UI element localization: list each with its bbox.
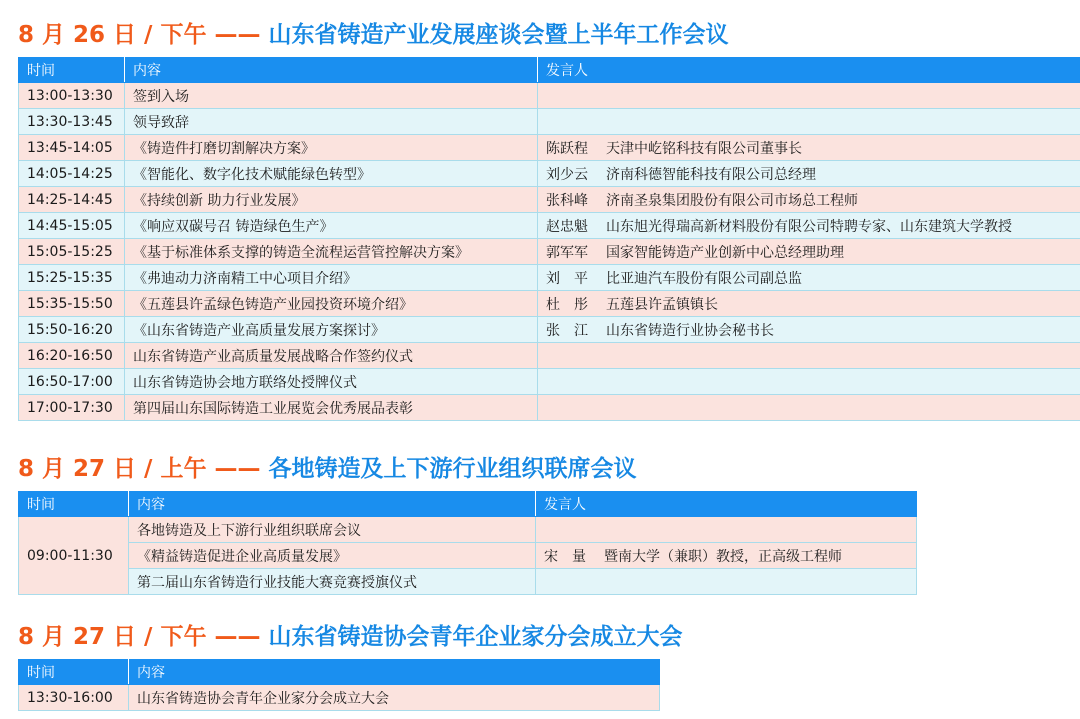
table-row [19,343,1080,369]
speaker-cell [538,135,1080,161]
speaker-cell [538,317,1080,343]
speaker-cell [536,517,917,543]
header-speaker: 发言人 [536,492,917,517]
section-3-dash: —— [206,624,269,650]
table-row [19,317,1080,343]
speaker-cell [538,213,1080,239]
speaker-name: 杜 彤 [546,296,588,313]
table-row [19,517,917,543]
table-row [19,291,1080,317]
content-cell: 《智能化、数字化技术赋能绿色转型》 [125,161,538,187]
header-time: 时间 [19,492,129,517]
speaker-cell [538,265,1080,291]
content-cell: 山东省铸造产业高质量发展战略合作签约仪式 [125,343,538,369]
speaker-org: 天津中屹铭科技有限公司董事长 [606,140,802,157]
content-cell: 《响应双碳号召 铸造绿色生产》 [125,213,538,239]
content-cell: 《基于标准体系支撑的铸造全流程运营管控解决方案》 [125,239,538,265]
speaker-org: 山东省铸造行业协会秘书长 [606,322,774,339]
content-cell: 《铸造件打磨切割解决方案》 [125,135,538,161]
speaker-cell [538,83,1080,109]
content-cell: 各地铸造及上下游行业组织联席会议 [129,517,536,543]
content-cell: 《五莲县许孟绿色铸造产业园投资环境介绍》 [125,291,538,317]
table-row [19,161,1080,187]
speaker-cell [538,395,1080,421]
content-cell: 《弗迪动力济南精工中心项目介绍》 [125,265,538,291]
time-cell: 13:00-13:30 [19,83,125,109]
table-row [19,187,1080,213]
speaker-org: 济南圣泉集团股份有限公司市场总工程师 [606,192,858,209]
content-cell: 第四届山东国际铸造工业展览会优秀展品表彰 [125,395,538,421]
section-3-title [18,620,682,654]
speaker-name: 宋 量 [544,548,586,565]
table-row [19,569,917,595]
speaker-org: 国家智能铸造产业创新中心总经理助理 [606,244,844,261]
speaker-name: 陈跃程 [546,140,588,157]
section-2-title [18,452,636,486]
table-row [19,83,1080,109]
section-2-topic: 各地铸造及上下游行业组织联席会议 [268,456,637,482]
table-header-row [19,492,917,517]
table-row [19,265,1080,291]
header-time: 时间 [19,58,125,83]
section-2-dash: —— [206,456,269,482]
time-cell: 17:00-17:30 [19,395,125,421]
content-cell: 第二届山东省铸造行业技能大赛竞赛授旗仪式 [129,569,536,595]
content-cell: 山东省铸造协会青年企业家分会成立大会 [129,685,660,711]
table-row [19,239,1080,265]
header-speaker: 发言人 [538,58,1080,83]
speaker-cell [536,569,917,595]
content-cell: 《精益铸造促进企业高质量发展》 [129,543,536,569]
speaker-cell [538,161,1080,187]
section-1-topic: 山东省铸造产业发展座谈会暨上半年工作会议 [268,22,729,48]
time-cell: 13:30-16:00 [19,685,129,711]
section-1-title [18,18,728,52]
speaker-org: 山东旭光得瑞高新材料股份有限公司特聘专家、山东建筑大学教授 [606,218,1012,235]
time-cell: 09:00-11:30 [19,517,129,595]
content-cell: 山东省铸造协会地方联络处授牌仪式 [125,369,538,395]
table-row [19,543,917,569]
section-1-dash: —— [206,22,269,48]
header-content: 内容 [129,660,660,685]
table-row [19,685,660,711]
table-header-row [19,660,660,685]
header-time: 时间 [19,660,129,685]
table-row [19,369,1080,395]
speaker-cell [538,291,1080,317]
time-cell: 15:05-15:25 [19,239,125,265]
speaker-org: 五莲县许孟镇镇长 [606,296,718,313]
table-header-row [19,58,1080,83]
speaker-org: 比亚迪汽车股份有限公司副总监 [606,270,802,287]
table-row [19,213,1080,239]
speaker-cell [538,239,1080,265]
content-cell: 《山东省铸造产业高质量发展方案探讨》 [125,317,538,343]
time-cell: 13:45-14:05 [19,135,125,161]
content-cell: 《持续创新 助力行业发展》 [125,187,538,213]
table-row [19,135,1080,161]
section-3-table [18,659,660,711]
time-cell: 15:25-15:35 [19,265,125,291]
speaker-name: 张 江 [546,322,588,339]
time-cell: 16:20-16:50 [19,343,125,369]
time-cell: 16:50-17:00 [19,369,125,395]
speaker-cell [538,369,1080,395]
speaker-cell [538,343,1080,369]
speaker-name: 赵忠魁 [546,218,588,235]
table-row [19,109,1080,135]
section-3-topic: 山东省铸造协会青年企业家分会成立大会 [268,624,683,650]
time-cell: 14:05-14:25 [19,161,125,187]
content-cell: 签到入场 [125,83,538,109]
time-cell: 13:30-13:45 [19,109,125,135]
time-cell: 15:50-16:20 [19,317,125,343]
section-2-table [18,491,917,595]
speaker-name: 刘 平 [546,270,588,287]
speaker-name: 郭军军 [546,244,588,261]
speaker-org: 济南科德智能科技有限公司总经理 [606,166,816,183]
speaker-cell [538,109,1080,135]
section-1-date: 8 月 26 日 / 下午 [18,22,207,48]
time-cell: 15:35-15:50 [19,291,125,317]
speaker-cell [538,187,1080,213]
table-row [19,395,1080,421]
content-cell: 领导致辞 [125,109,538,135]
header-content: 内容 [129,492,536,517]
speaker-org: 暨南大学（兼职）教授，正高级工程师 [604,548,842,565]
section-3-date: 8 月 27 日 / 下午 [18,624,207,650]
section-1-table [18,57,1080,421]
speaker-name: 张科峰 [546,192,588,209]
time-cell: 14:25-14:45 [19,187,125,213]
speaker-name: 刘少云 [546,166,588,183]
section-2-date: 8 月 27 日 / 上午 [18,456,207,482]
time-cell: 14:45-15:05 [19,213,125,239]
header-content: 内容 [125,58,538,83]
speaker-cell [536,543,917,569]
